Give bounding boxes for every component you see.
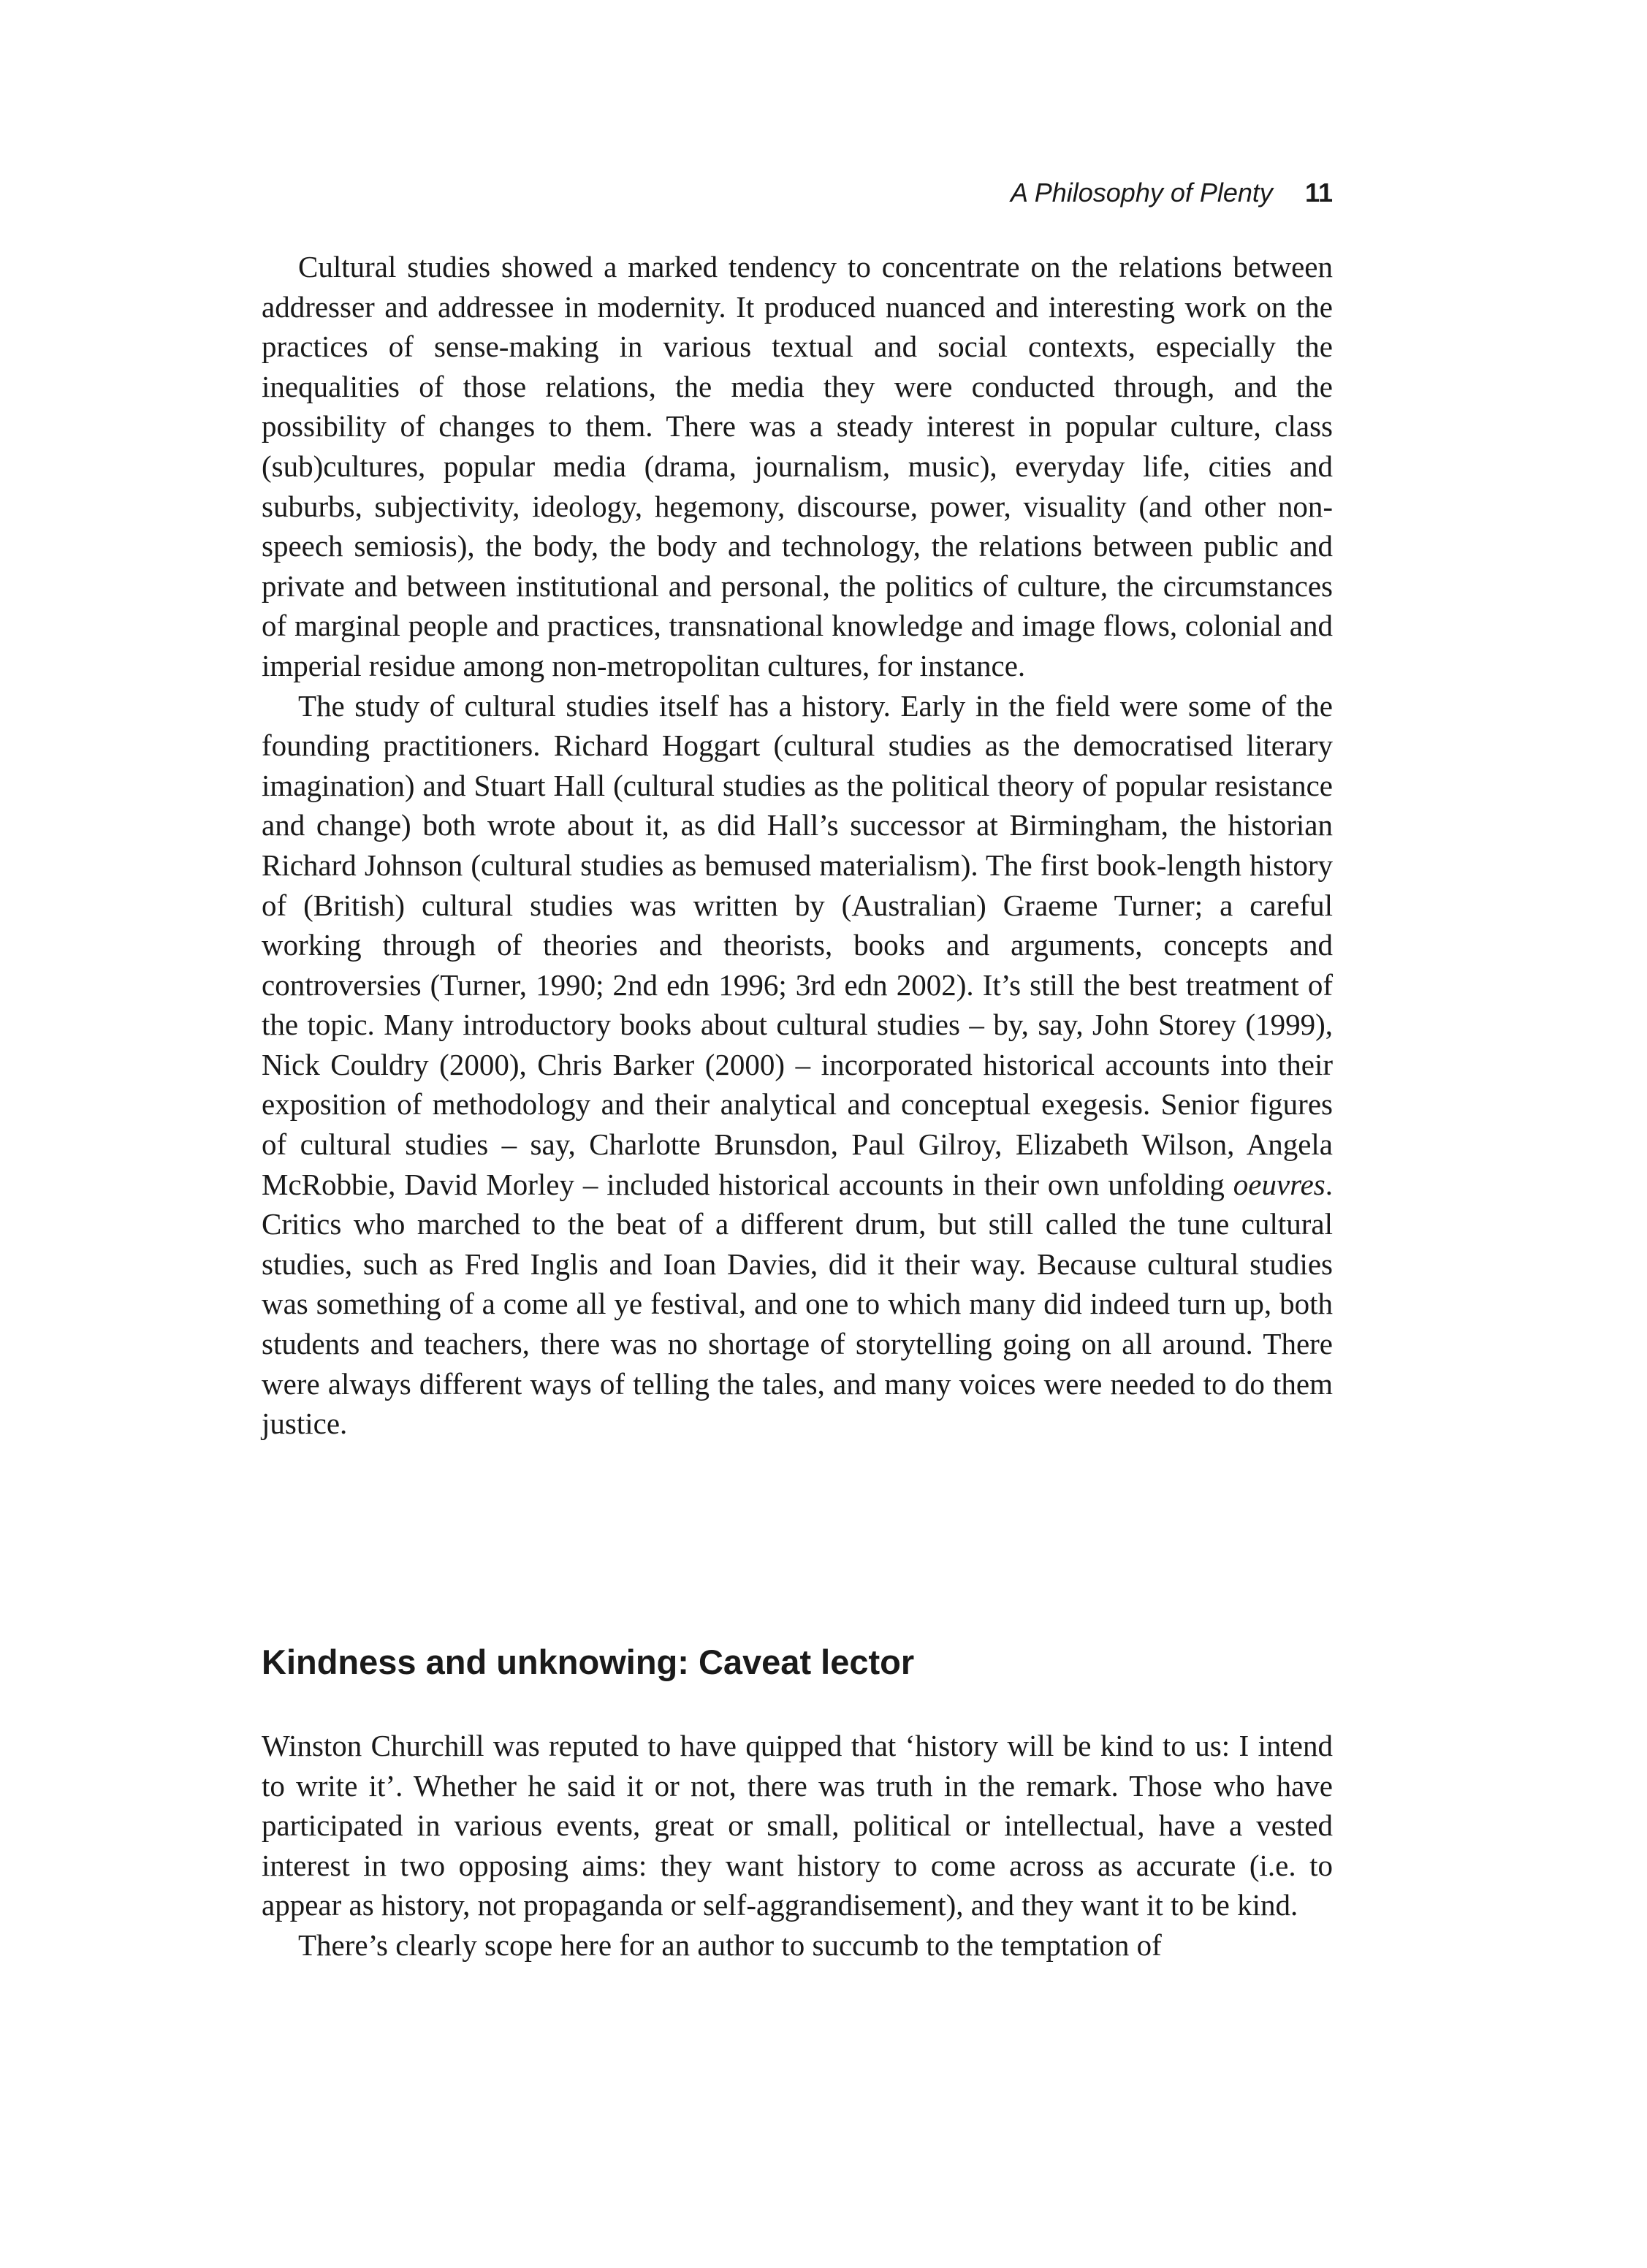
page-number: 11 [1304,178,1333,208]
running-head [1011,175,1333,210]
paragraph-text: . Critics who marched to the beat of a different drum, but still called the tune cultural studies, such as Fred Inglis and Ioan Davies, did it their way. Because cultural studies was something of a come all ye festival, and one to which many did indeed turn up, both students and teachers, there was no shortage of storytelling going on all around. There were always different ways of telling the tales, and many voices were needed to do them justice. [262,1167,1333,1441]
section-heading: Kindness and unknowing: Caveat lector [262,1643,915,1681]
body-text-section-1 [262,247,1333,1444]
running-title: A Philosophy of Plenty [1011,178,1273,208]
body-text-section-2 [262,1726,1333,1966]
paragraph: Cultural studies showed a marked tendency to concentrate on the relations between addresser and addressee in modernity. It produced nuanced and interesting work on the practices of sense-making in various textual and social contexts, especially the inequalities of those relations, the media they were conducted through, and the possibility of changes to them. There was a steady interest in popular culture, class (sub)cultures, popular media (drama, journalism, music), everyday life, cities and suburbs, subjectivity, ideology, hegemony, discourse, power, visuality (and other non-speech semiosis), the body, the body and technology, the relations between public and private and between institutional and personal, the politics of culture, the circumstances of marginal people and practices, transnational knowledge and image flows, colonial and imperial residue among non-metropolitan cultures, for instance. [262,250,1333,682]
italic-term: oeuvres [1233,1167,1325,1201]
paragraph: There’s clearly scope here for an author to succumb to the temptation of [298,1928,1162,1962]
paragraph-text: The study of cultural studies itself has a history. Early in the field were some of the founding practitioners. Richard Hoggart (cultural studies as the democratised literary imagination) and Stuart Hall (cultural studies as the political theory of popular resistance and change) both wrote about it, as did Hall’s successor at Birmingham, the historian Richard Johnson (cultural studies as bemused materialism). The first book-length history of (British) cultural studies was written by (Australian) Graeme Turner; a careful working through of theories and theorists, books and arguments, concepts and controversies (Turner, 1990; 2nd edn 1996; 3rd edn 2002). It’s still the best treatment of the topic. Many introductory books about cultural studies – by, say, John Storey (1999), Nick Couldry (2000), Chris Barker (2000) – incorporated historical accounts into their exposition of methodology and their analytical and conceptual exegesis. Senior figures of cultural studies – say, Charlotte Brunsdon, Paul Gilroy, Elizabeth Wilson, Angela McRobbie, David Morley – included historical accounts in their own unfolding [262,688,1333,1201]
paragraph: Winston Churchill was reputed to have quipped that ‘history will be kind to us: I intend to write it’. Whether he said it or not, there was truth in the remark. Those who have participated in various events, great or small, political or intellectual, have a vested interest in two opposing aims: they want history to come across as accurate (i.e. to appear as history, not propaganda or self-aggrandisement), and they want it to be kind. [262,1729,1333,1922]
book-page [262,0,1333,2268]
paragraph [262,686,1333,1444]
